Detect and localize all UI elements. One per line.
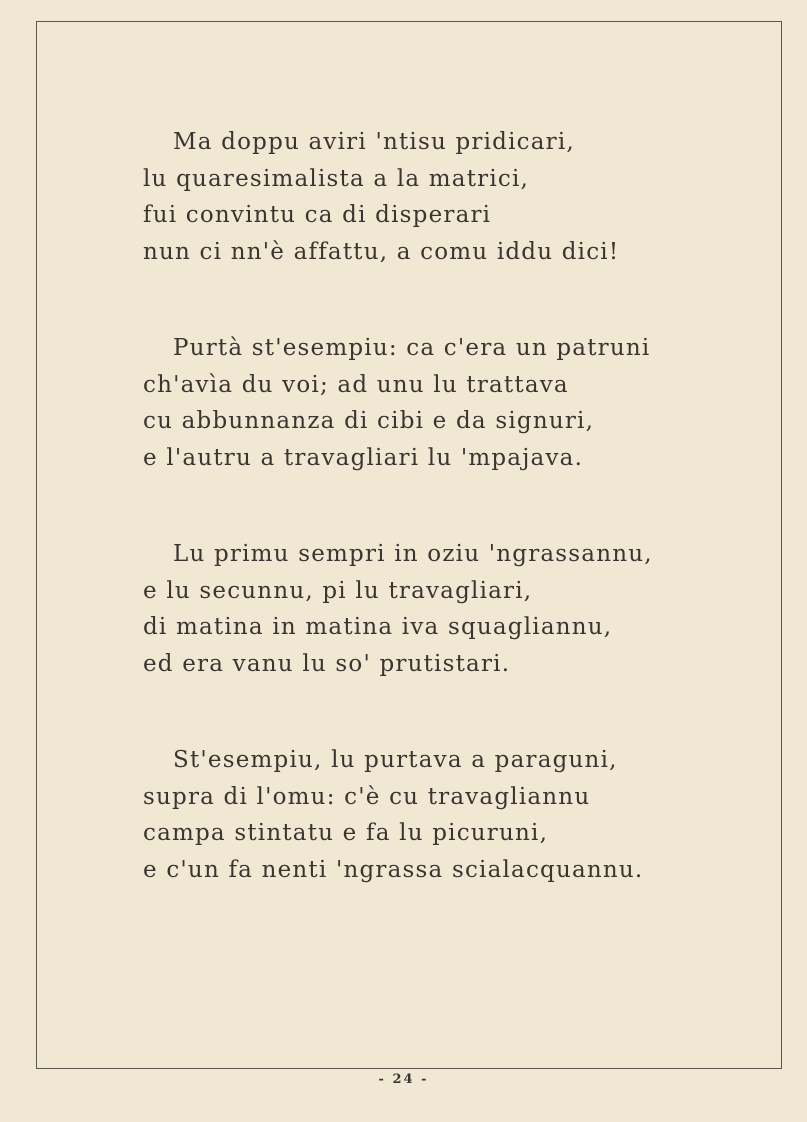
page-number: - 24 - xyxy=(378,1072,429,1087)
stanza-2 xyxy=(143,330,743,476)
stanza-4-line-2: supra di l'omu: c'è cu travagliannu xyxy=(143,783,591,810)
stanza-3 xyxy=(143,536,743,682)
stanza-4-line-3: campa stintatu e fa lu picuruni, xyxy=(143,820,549,846)
stanza-1 xyxy=(143,124,743,270)
stanza-1-line-1: Ma doppu aviri 'ntisu pridicari, xyxy=(173,129,575,155)
stanza-2-line-1: Purtà st'esempiu: ca c'era un patruni xyxy=(173,335,651,361)
stanza-3-line-3: di matina in matina iva squagliannu, xyxy=(143,614,613,640)
stanza-4-line-1: St'esempiu, lu purtava a paraguni, xyxy=(173,747,618,773)
poem xyxy=(143,124,743,888)
stanza-4-line-4: e c'un fa nenti 'ngrassa scialacquannu. xyxy=(143,856,644,883)
stanza-3-line-1: Lu primu sempri in oziu 'ngrassannu, xyxy=(173,541,653,567)
stanza-3-line-2: e lu secunnu, pi lu travagliari, xyxy=(143,577,533,604)
stanza-1-line-3: fui convintu ca di disperari xyxy=(143,202,492,228)
stanza-1-line-2: lu quaresimalista a la matrici, xyxy=(143,165,530,192)
stanza-1-line-4: nun ci nn'è affattu, a comu iddu dici! xyxy=(143,238,620,265)
stanza-2-line-3: cu abbunnanza di cibi e da signuri, xyxy=(143,408,595,434)
stanza-2-line-4: e l'autru a travagliari lu 'mpajava. xyxy=(143,444,584,471)
stanza-2-line-2: ch'avìa du voi; ad unu lu trattava xyxy=(143,371,569,398)
stanza-3-line-4: ed era vanu lu so' prutistari. xyxy=(143,650,511,677)
stanza-4 xyxy=(143,742,743,888)
